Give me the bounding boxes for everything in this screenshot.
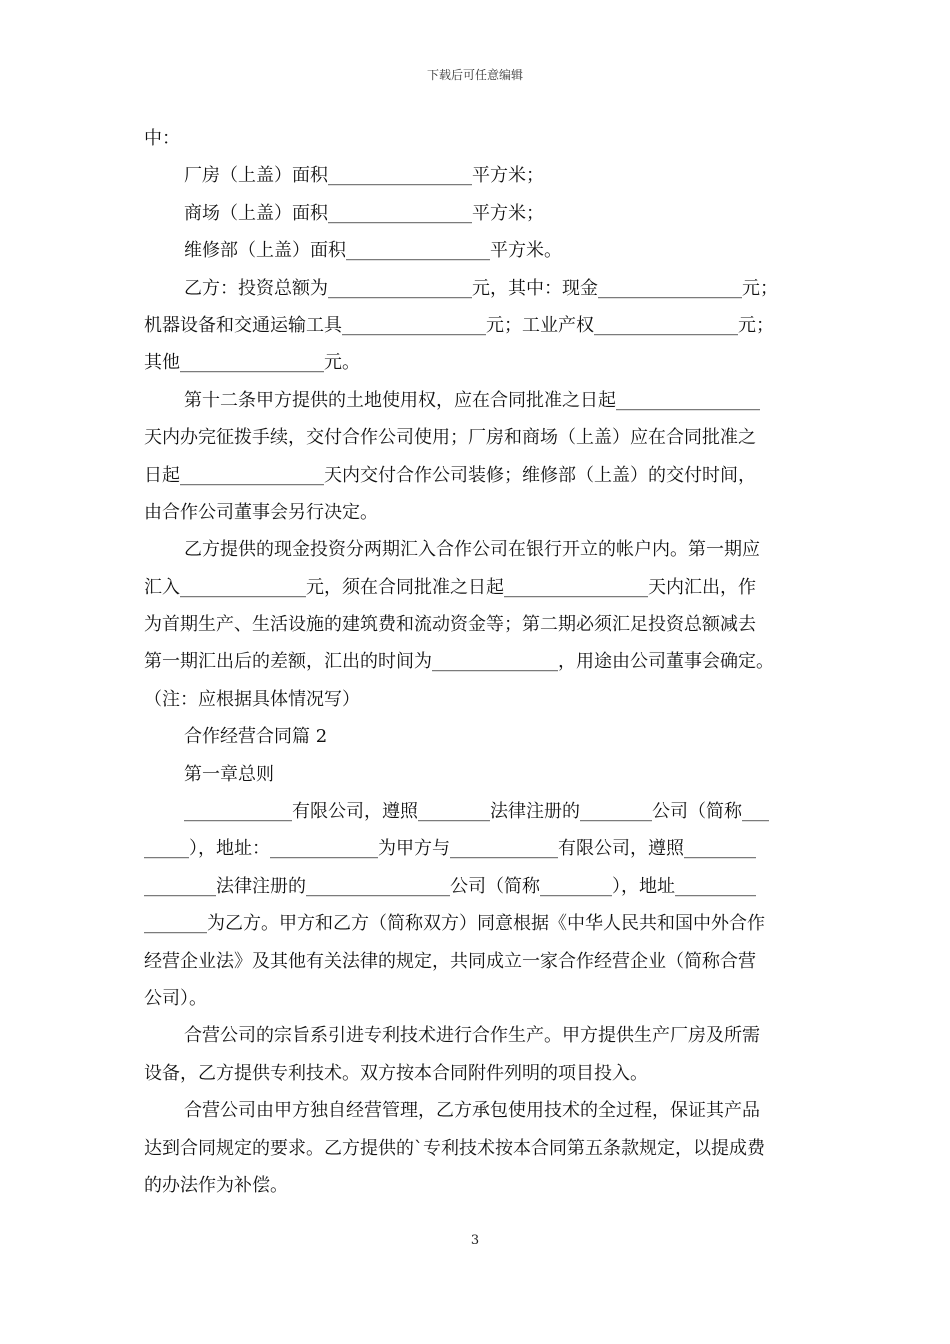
text-line: 机器设备和交通运输工具________________元；工业产权________________元； (144, 314, 774, 336)
text-line: 的办法作为补偿。 (144, 1174, 288, 1196)
text-line: 中： (144, 128, 180, 149)
text-line: _______为乙方。甲方和乙方（简称双方）同意根据《中华人民共和国中外合作 (144, 913, 765, 935)
text-line: 第一期汇出后的差额，汇出的时间为______________，用途由公司董事会确定。 (144, 651, 774, 673)
text-line: 经营企业法》及其他有关法律的规定，共同成立一家合作经营企业（简称合营 (144, 950, 756, 972)
text-line: 为首期生产、生活设施的建筑费和流动资金等；第二期必须汇足投资总额减去 (144, 614, 756, 636)
text-line: ____________有限公司，遵照________法律注册的________公司（简称___ (184, 801, 769, 823)
text-line: 公司）。 (144, 987, 207, 1009)
text-line: 第十二条甲方提供的土地使用权，应在合同批准之日起________________ (184, 389, 760, 411)
text-line: _____），地址：____________为甲方与____________有限公司，遵照________ (144, 838, 756, 860)
text-line: （注：应根据具体情况写） (144, 688, 360, 710)
text-line: 设备，乙方提供专利技术。双方按本合同附件列明的项目投入。 (144, 1062, 648, 1084)
text-line: 商场（上盖）面积________________平方米； (184, 202, 544, 224)
text-line: 合营公司的宗旨系引进专利技术进行合作生产。甲方提供生产厂房及所需 (184, 1025, 760, 1047)
text-line: 其他________________元。 (144, 352, 360, 374)
text-line: 厂房（上盖）面积________________平方米； (184, 165, 544, 187)
page-header: 下载后可任意编辑 (426, 68, 523, 82)
text-line: ________法律注册的________________公司（简称________），地址_________ (144, 875, 756, 897)
text-line: 乙方：投资总额为________________元，其中：现金________________元； (184, 277, 778, 299)
text-line: 日起________________天内交付合作公司装修；维修部（上盖）的交付时间， (144, 464, 756, 486)
document-body (144, 120, 820, 1204)
text-line: 天内办完征拨手续，交付合作公司使用；厂房和商场（上盖）应在合同批准之 (144, 427, 756, 449)
text-line: 汇入______________元，须在合同批准之日起________________天内汇出，作 (144, 576, 756, 598)
text-line: 第一章总则 (184, 763, 274, 785)
text-line: 达到合同规定的要求。乙方提供的`专利技术按本合同第五条款规定，以提成费 (144, 1137, 765, 1159)
text-line: 合作经营合同篇 2 (184, 726, 328, 748)
text-line: 维修部（上盖）面积________________平方米。 (184, 240, 562, 262)
page-number: 3 (470, 1233, 480, 1248)
text-line: 由合作公司董事会另行决定。 (144, 501, 378, 523)
text-line: 乙方提供的现金投资分两期汇入合作公司在银行开立的帐户内。第一期应 (184, 539, 760, 561)
text-line: 合营公司由甲方独自经营管理，乙方承包使用技术的全过程，保证其产品 (184, 1100, 760, 1122)
